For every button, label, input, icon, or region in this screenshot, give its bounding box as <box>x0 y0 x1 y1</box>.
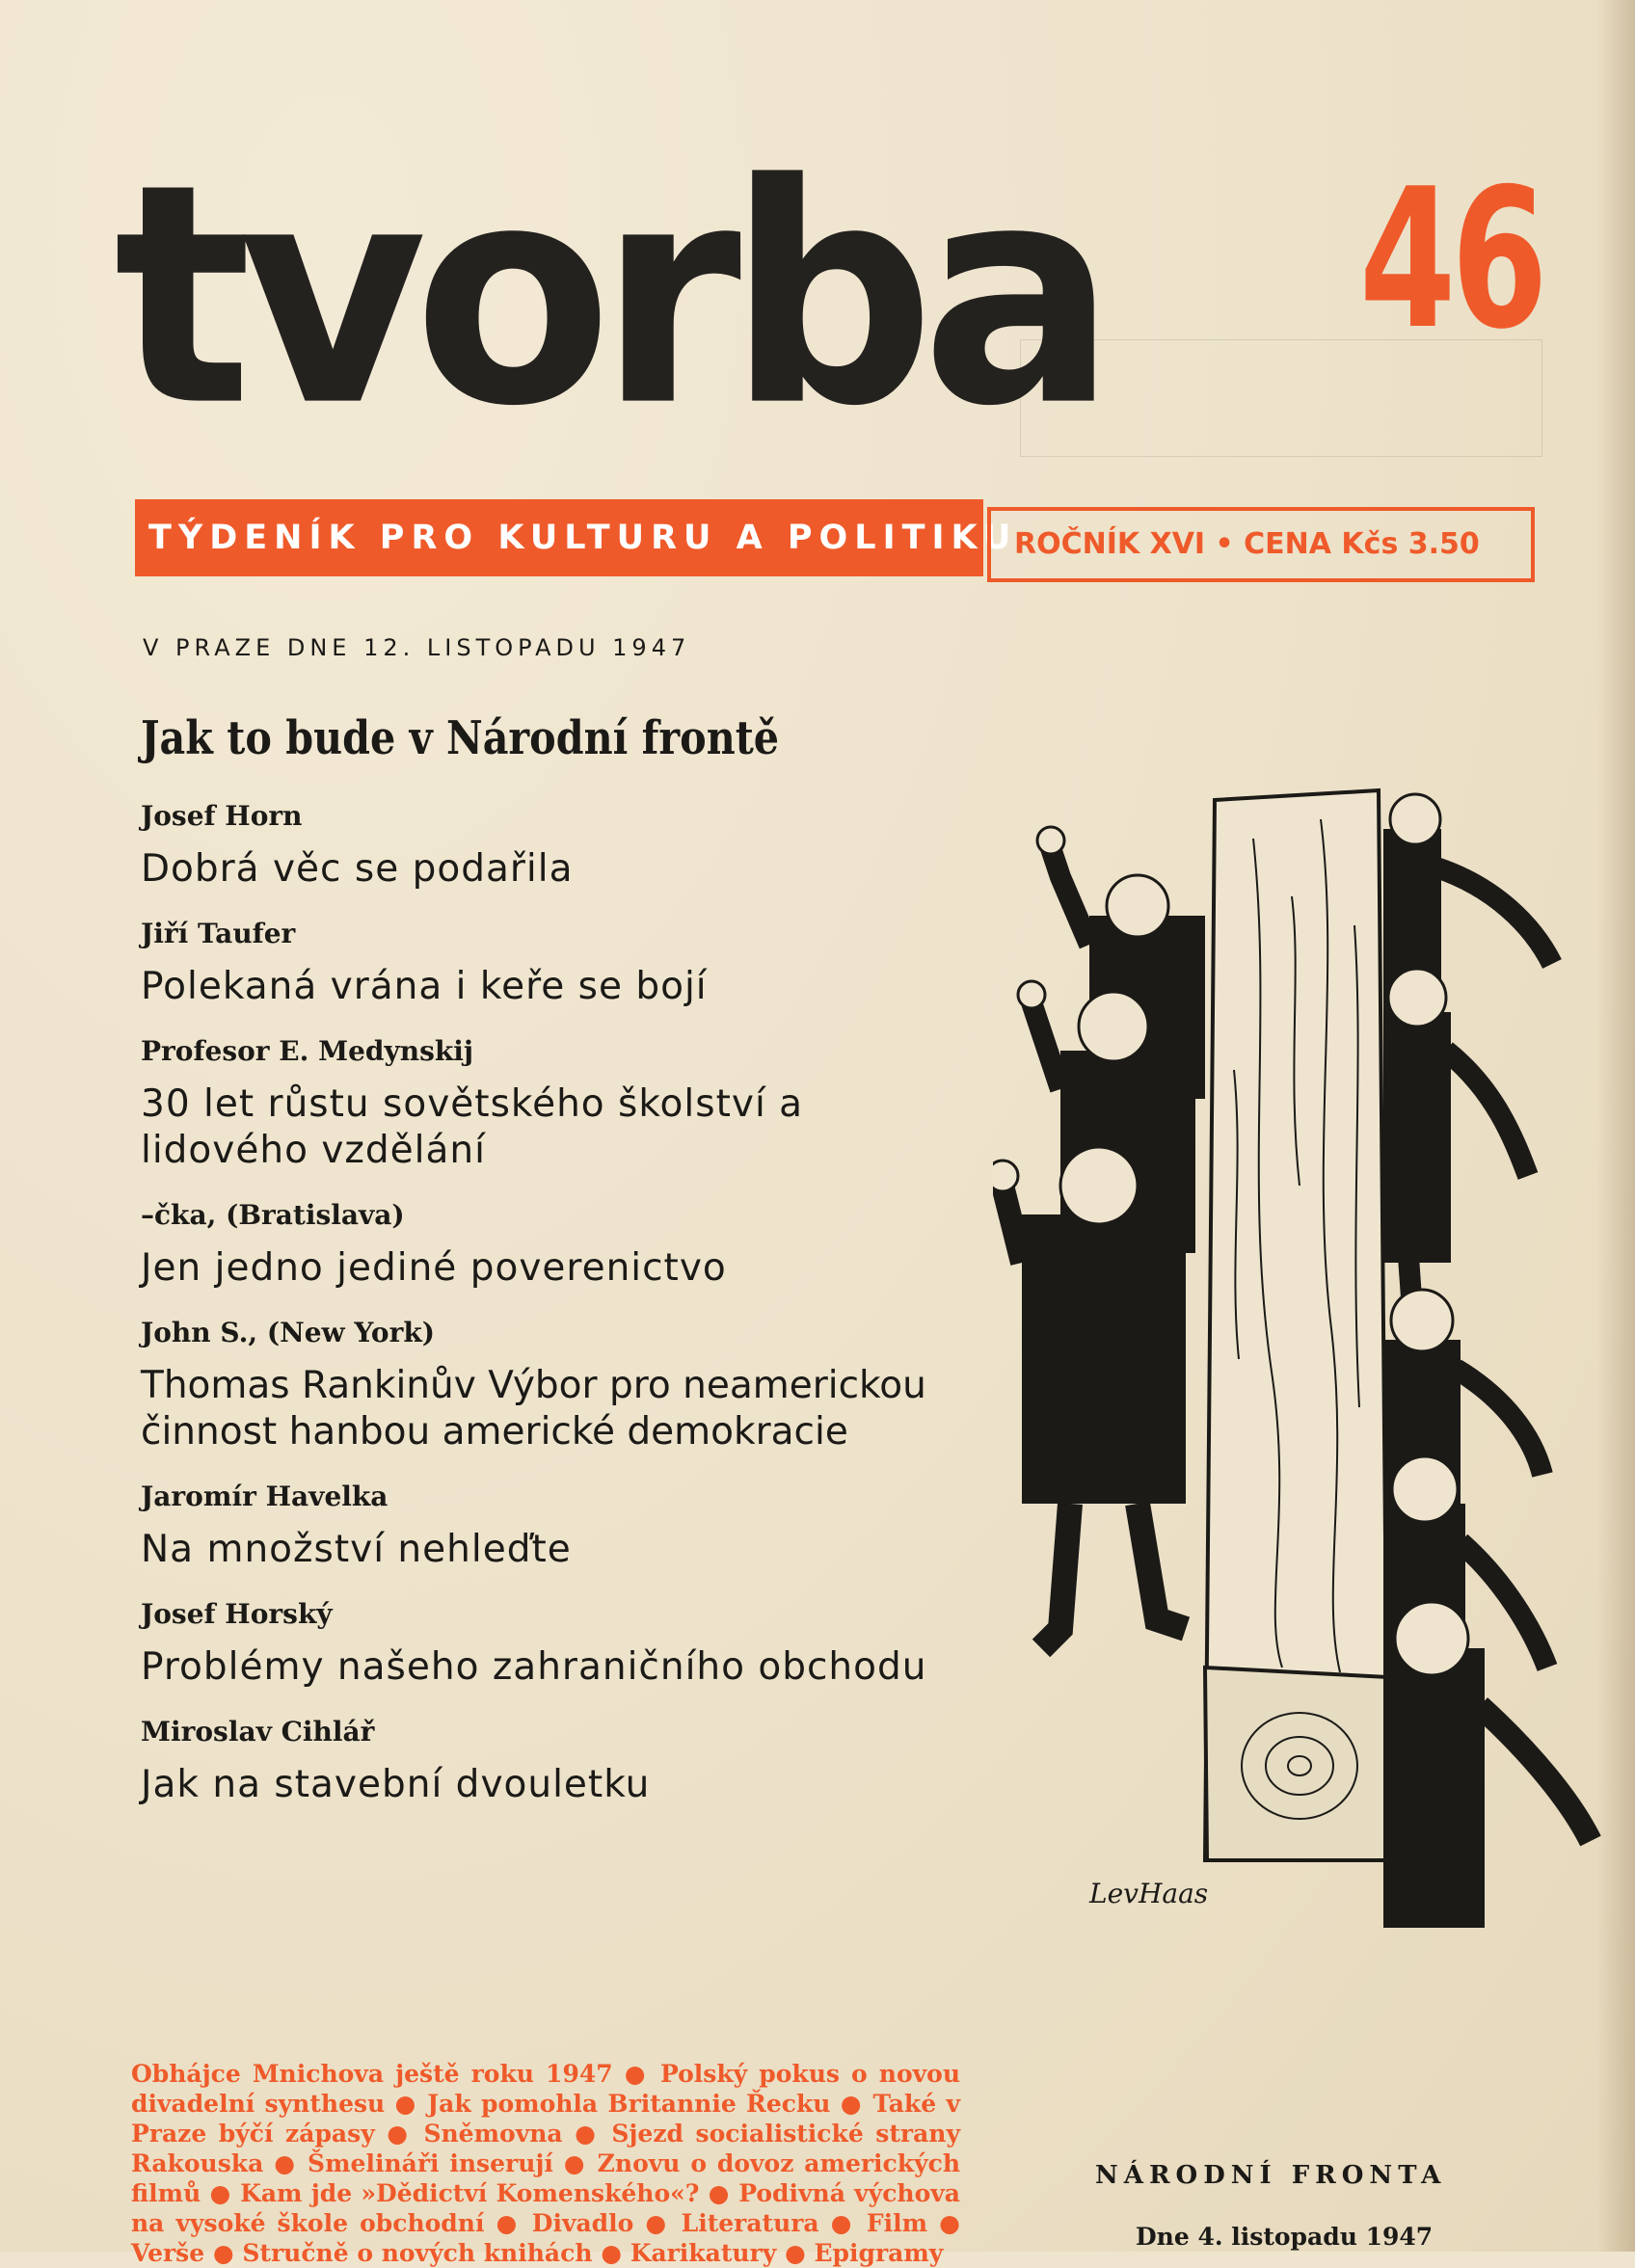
toc-title: Problémy našeho zahraničního obchodu <box>141 1645 927 1689</box>
cartoon-caption-date: Dne 4. listopadu 1947 <box>1136 2223 1434 2251</box>
toc-author: John S., (New York) <box>141 1317 435 1348</box>
issue-number: 46 <box>1359 147 1543 372</box>
table-of-contents <box>141 800 1008 1833</box>
toc-item[interactable] <box>141 1481 1008 1573</box>
toc-author: Josef Horn <box>141 800 303 832</box>
volume-price-box <box>987 507 1535 582</box>
magazine-title: tvorba <box>114 119 1104 473</box>
toc-title: Thomas Rankinův Výbor pro neamerickou činnost hanbou americké demokracie <box>141 1364 926 1454</box>
toc-item[interactable] <box>141 1598 1008 1691</box>
toc-title: 30 let růstu sovětského školství a lidového vzdělání <box>141 1082 804 1172</box>
toc-author: Josef Horský <box>141 1598 333 1630</box>
volume-price-text: ROČNÍK XVI • CENA Kčs 3.50 <box>1014 527 1480 561</box>
cartoon-caption-label: NÁRODNÍ FRONTA <box>1095 2161 1447 2190</box>
cartoonist-signature: LevHaas <box>1089 1878 1209 1909</box>
toc-author: Profesor E. Medynskij <box>141 1035 474 1067</box>
toc-title: Jen jedno jediné poverenictvo <box>141 1246 727 1290</box>
toc-author: –čka, (Bratislava) <box>141 1199 405 1231</box>
toc-title: Polekaná vrána i keře se bojí <box>141 965 708 1008</box>
teaser-topics: Obhájce Mnichova ještě roku 1947 ● Polský pokus o novou divadelní synthesu ● Jak pomohla Britannie Řecku ● Také v Praze býčí zápasy ● Sněmovna ● Sjezd socialistické strany Rakouska ● Šmelináři inserují ● Znovu o dovoz amerických filmů ● Kam jde »Dědictví Komenského«? ● Podivná výchova na vysoké škole obchodní ● Divadlo ● Literatura ● Film ● Verše ● Stručně o nových knihách ● Karikatury ● Epigramy <box>131 2060 960 2267</box>
lead-headline: Jak to bude v Národní frontě <box>141 711 780 765</box>
toc-author: Jiří Taufer <box>141 918 296 949</box>
toc-author: Miroslav Cihlář <box>141 1716 375 1748</box>
dateline: V PRAZE DNE 12. LISTOPADU 1947 <box>143 634 691 661</box>
subtitle-band <box>135 499 1018 576</box>
toc-item[interactable] <box>141 1199 1008 1292</box>
left-figures <box>993 827 1205 1648</box>
toc-item[interactable] <box>141 918 1008 1010</box>
cartoon-illustration <box>993 781 1610 1966</box>
toc-item[interactable] <box>141 1317 1008 1455</box>
subtitle-text: TÝDENÍK PRO KULTURU A POLITIKU <box>148 519 1018 557</box>
toc-item[interactable] <box>141 1716 1008 1808</box>
toc-author: Jaromír Havelka <box>141 1481 389 1512</box>
right-figures <box>1383 794 1591 1928</box>
toc-title: Na množství nehleďte <box>141 1528 572 1571</box>
toc-item[interactable] <box>141 1035 1008 1174</box>
toc-item[interactable] <box>141 800 1008 893</box>
toc-title: Jak na stavební dvouletku <box>141 1763 651 1806</box>
log-drawing <box>1205 790 1388 1860</box>
toc-title: Dobrá věc se podařila <box>141 847 574 891</box>
